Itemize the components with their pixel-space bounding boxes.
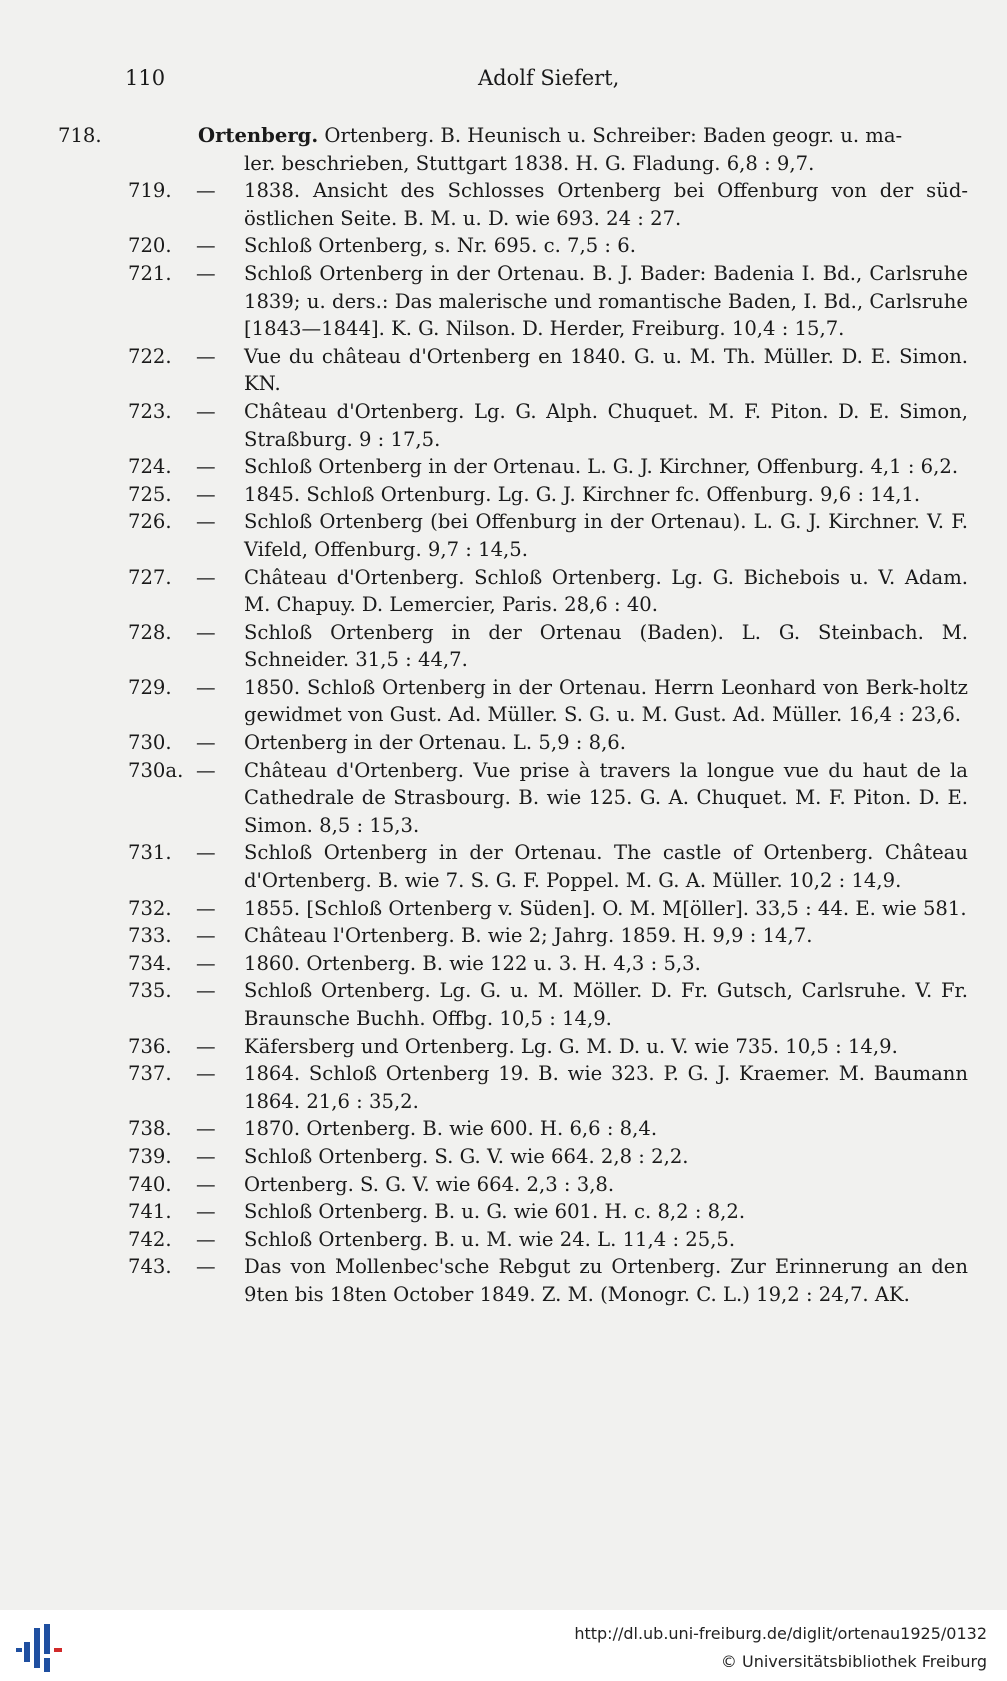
- entry-text: Schloß Ortenberg. B. u. M. wie 24. L. 11,4 : 25,5.: [244, 1227, 736, 1251]
- source-url[interactable]: http://dl.ub.uni-freiburg.de/diglit/ortenau1925/0132: [574, 1624, 987, 1643]
- ditto-dash: —: [196, 482, 216, 506]
- entry-number: 718.: [58, 124, 102, 147]
- ditto-dash: —: [196, 510, 216, 534]
- entry-text: 1860. Ortenberg. B. wie 122 u. 3. H. 4,3 : 5,3.: [244, 951, 701, 975]
- ditto-dash: —: [196, 1062, 216, 1086]
- entry-text: 1870. Ortenberg. B. wie 600. H. 6,6 : 8,4.: [244, 1117, 658, 1141]
- entry-number: 723.: [128, 399, 172, 423]
- ditto-dash: —: [196, 1255, 216, 1279]
- catalog-entry: [128, 343, 968, 398]
- entry-number: 731.: [128, 841, 172, 865]
- entry-number: 729.: [128, 675, 172, 699]
- entry-text: Ortenberg. B. Heunisch u. Schreiber: Baden geogr. u. ma-: [324, 124, 903, 147]
- ditto-dash: —: [196, 841, 216, 865]
- catalog-entry: [128, 1060, 968, 1115]
- entry-number: 734.: [128, 951, 172, 975]
- entry-number: 726.: [128, 510, 172, 534]
- entry-text: Schloß Ortenberg in der Ortenau. The castle of Ortenberg. Château d'Ortenberg. B. wie 7. S. G. F. Poppel. M. G. A. Müller. 10,2 : 14,9.: [244, 841, 968, 893]
- footer-bar: [0, 1610, 1007, 1681]
- ditto-dash: —: [196, 620, 216, 644]
- entry-text: Das von Mollenbec'sche Rebgut zu Ortenberg. Zur Erinnerung an den 9ten bis 18ten October 1849. Z. M. (Monogr. C. L.) 19,2 : 24,7. AK.: [244, 1255, 968, 1306]
- ditto-dash: —: [196, 1144, 216, 1168]
- entry-text: Château d'Ortenberg. Lg. G. Alph. Chuquet. M. F. Piton. D. E. Simon, Straßburg. 9 : 17,5.: [244, 399, 968, 451]
- catalog-entry: [128, 1226, 968, 1254]
- catalog-entry: [128, 950, 968, 978]
- ditto-dash: —: [196, 675, 216, 699]
- entry-text: 1855. [Schloß Ortenberg v. Süden]. O. M. M[öller]. 33,5 : 44. E. wie 581.: [244, 896, 967, 920]
- entry-number: 740.: [128, 1172, 172, 1196]
- entry-number: 736.: [128, 1034, 172, 1058]
- catalog-entry: [128, 481, 968, 509]
- entry-text: Schloß Ortenberg. B. u. G. wie 601. H. c. 8,2 : 8,2.: [244, 1200, 746, 1224]
- catalog-entry: [128, 260, 968, 343]
- page-header: [120, 62, 947, 98]
- entry-number: 727.: [128, 565, 172, 589]
- ditto-dash: —: [196, 234, 216, 258]
- running-head: Adolf Siefert,: [478, 66, 620, 90]
- entry-text: Schloß Ortenberg. Lg. G. u. M. Möller. D. Fr. Gutsch, Carlsruhe. V. Fr. Braunsche Buchh. Offbg. 10,5 : 14,9.: [244, 979, 968, 1030]
- page-number: 110: [125, 66, 166, 90]
- entry-number: 720.: [128, 234, 172, 258]
- entry-number: 738.: [128, 1117, 172, 1141]
- entry-heading: Ortenberg.: [198, 124, 319, 147]
- ditto-dash: —: [196, 261, 216, 285]
- ditto-dash: —: [196, 1172, 216, 1196]
- ditto-dash: —: [196, 179, 216, 203]
- entry-number: 725.: [128, 482, 172, 506]
- entry-text: Schloß Ortenberg in der Ortenau. L. G. J. Kirchner, Offenburg. 4,1 : 6,2.: [244, 455, 959, 479]
- catalog-entry: [128, 895, 968, 923]
- entry-text: Schloß Ortenberg. S. G. V. wie 664. 2,8 : 2,2.: [244, 1144, 689, 1168]
- ditto-dash: —: [196, 979, 216, 1003]
- entry-number: 724.: [128, 455, 172, 479]
- catalog-entry: [128, 729, 968, 757]
- catalog-entry: [128, 564, 968, 619]
- entry-number: 728.: [128, 620, 172, 644]
- catalog-entry: [128, 1143, 968, 1171]
- entry-text: Vue du château d'Ortenberg en 1840. G. u. M. Th. Müller. D. E. Simon. KN.: [244, 344, 968, 396]
- entry-number: 741.: [128, 1200, 172, 1224]
- ditto-dash: —: [196, 1117, 216, 1141]
- ditto-dash: —: [196, 731, 216, 755]
- entry-number: 735.: [128, 979, 172, 1003]
- entry-number: 743.: [128, 1255, 172, 1279]
- catalog-entry: [128, 398, 968, 453]
- entry-text: Ortenberg. S. G. V. wie 664. 2,3 : 3,8.: [244, 1172, 615, 1196]
- ditto-dash: —: [196, 896, 216, 920]
- catalog-entry: [128, 177, 968, 232]
- ditto-dash: —: [196, 1034, 216, 1058]
- ditto-dash: —: [196, 399, 216, 423]
- catalog-entry: [128, 508, 968, 563]
- entry-number: 721.: [128, 261, 172, 285]
- entry-number: 732.: [128, 896, 172, 920]
- entry-text: Château d'Ortenberg. Schloß Ortenberg. Lg. G. Bichebois u. V. Adam. M. Chapuy. D. Lemercier, Paris. 28,6 : 40.: [244, 565, 968, 617]
- catalog-entry: [128, 232, 968, 260]
- entry-number: 730a.: [128, 758, 184, 782]
- entry-text: 1845. Schloß Ortenburg. Lg. G. J. Kirchner fc. Offenburg. 9,6 : 14,1.: [244, 482, 921, 506]
- entry-text: 1850. Schloß Ortenberg in der Ortenau. Herrn Leonhard von Berk-holtz gewidmet von Gust. Ad. Müller. S. G. u. M. Gust. Ad. Müller. 16,4 : 23,6.: [244, 675, 968, 727]
- entry-text: Schloß Ortenberg in der Ortenau. B. J. Bader: Badenia I. Bd., Carlsruhe 1839; u. ders.: Das malerische und romantische Baden, I. Bd., Carlsruhe [1843—1844]. K. G. Nilson. D. Herder, Freiburg. 10,4 : 15,7.: [244, 261, 968, 341]
- entry-number: 737.: [128, 1062, 172, 1086]
- entry-text: Schloß Ortenberg (bei Offenburg in der Ortenau). L. G. J. Kirchner. V. F. Vifeld, Offenburg. 9,7 : 14,5.: [244, 510, 968, 561]
- entry-text: Schloß Ortenberg in der Ortenau (Baden). L. G. Steinbach. M. Schneider. 31,5 : 44,7.: [244, 620, 968, 672]
- entry-number: 730.: [128, 731, 172, 755]
- catalog-entry: [128, 1198, 968, 1226]
- catalog-entry: [128, 453, 968, 481]
- ditto-dash: —: [196, 1227, 216, 1251]
- entry-number: 733.: [128, 924, 172, 948]
- catalog-entry: [128, 1033, 968, 1061]
- ditto-dash: —: [196, 924, 216, 948]
- copyright-notice: © Universitätsbibliothek Freiburg: [720, 1652, 987, 1671]
- entry-number: 722.: [128, 344, 172, 368]
- catalog-entry: [128, 1253, 968, 1308]
- catalog-entry: [58, 122, 968, 177]
- entry-text: Château l'Ortenberg. B. wie 2; Jahrg. 1859. H. 9,9 : 14,7.: [244, 924, 813, 948]
- entry-text: 1838. Ansicht des Schlosses Ortenberg bei Offenburg von der süd-östlichen Seite. B. M. u. D. wie 693. 24 : 27.: [244, 179, 968, 230]
- entry-number: 742.: [128, 1227, 172, 1251]
- catalog-entry: [128, 839, 968, 894]
- entry-text: Käfersberg und Ortenberg. Lg. G. M. D. u. V. wie 735. 10,5 : 14,9.: [244, 1034, 898, 1058]
- entry-text: 1864. Schloß Ortenberg 19. B. wie 323. P. G. J. Kraemer. M. Baumann 1864. 21,6 : 35,2.: [244, 1062, 968, 1113]
- ditto-dash: —: [196, 455, 216, 479]
- ub-freiburg-logo-icon: [14, 1622, 64, 1674]
- entry-number: 739.: [128, 1144, 172, 1168]
- catalog-entry: [128, 922, 968, 950]
- catalog-entry: [128, 1115, 968, 1143]
- catalog-entry: [128, 674, 968, 729]
- catalog-entry: [128, 977, 968, 1032]
- catalog-entry: [128, 1171, 968, 1199]
- entry-number: 719.: [128, 179, 172, 203]
- entry-text: Ortenberg in der Ortenau. L. 5,9 : 8,6.: [244, 731, 626, 755]
- ditto-dash: —: [196, 758, 216, 782]
- catalog-entry: [128, 757, 968, 840]
- entry-text: Château d'Ortenberg. Vue prise à travers la longue vue du haut de la Cathedrale de Strasbourg. B. wie 125. G. A. Chuquet. M. F. Piton. D. E. Simon. 8,5 : 15,3.: [244, 758, 968, 837]
- ditto-dash: —: [196, 344, 216, 368]
- entry-text: Schloß Ortenberg, s. Nr. 695. c. 7,5 : 6.: [244, 234, 636, 258]
- ditto-dash: —: [196, 951, 216, 975]
- entry-text: ler. beschrieben, Stuttgart 1838. H. G. Fladung. 6,8 : 9,7.: [244, 151, 815, 175]
- catalog-entry: [128, 619, 968, 674]
- ditto-dash: —: [196, 565, 216, 589]
- catalog-entries: [58, 122, 968, 1309]
- ditto-dash: —: [196, 1200, 216, 1224]
